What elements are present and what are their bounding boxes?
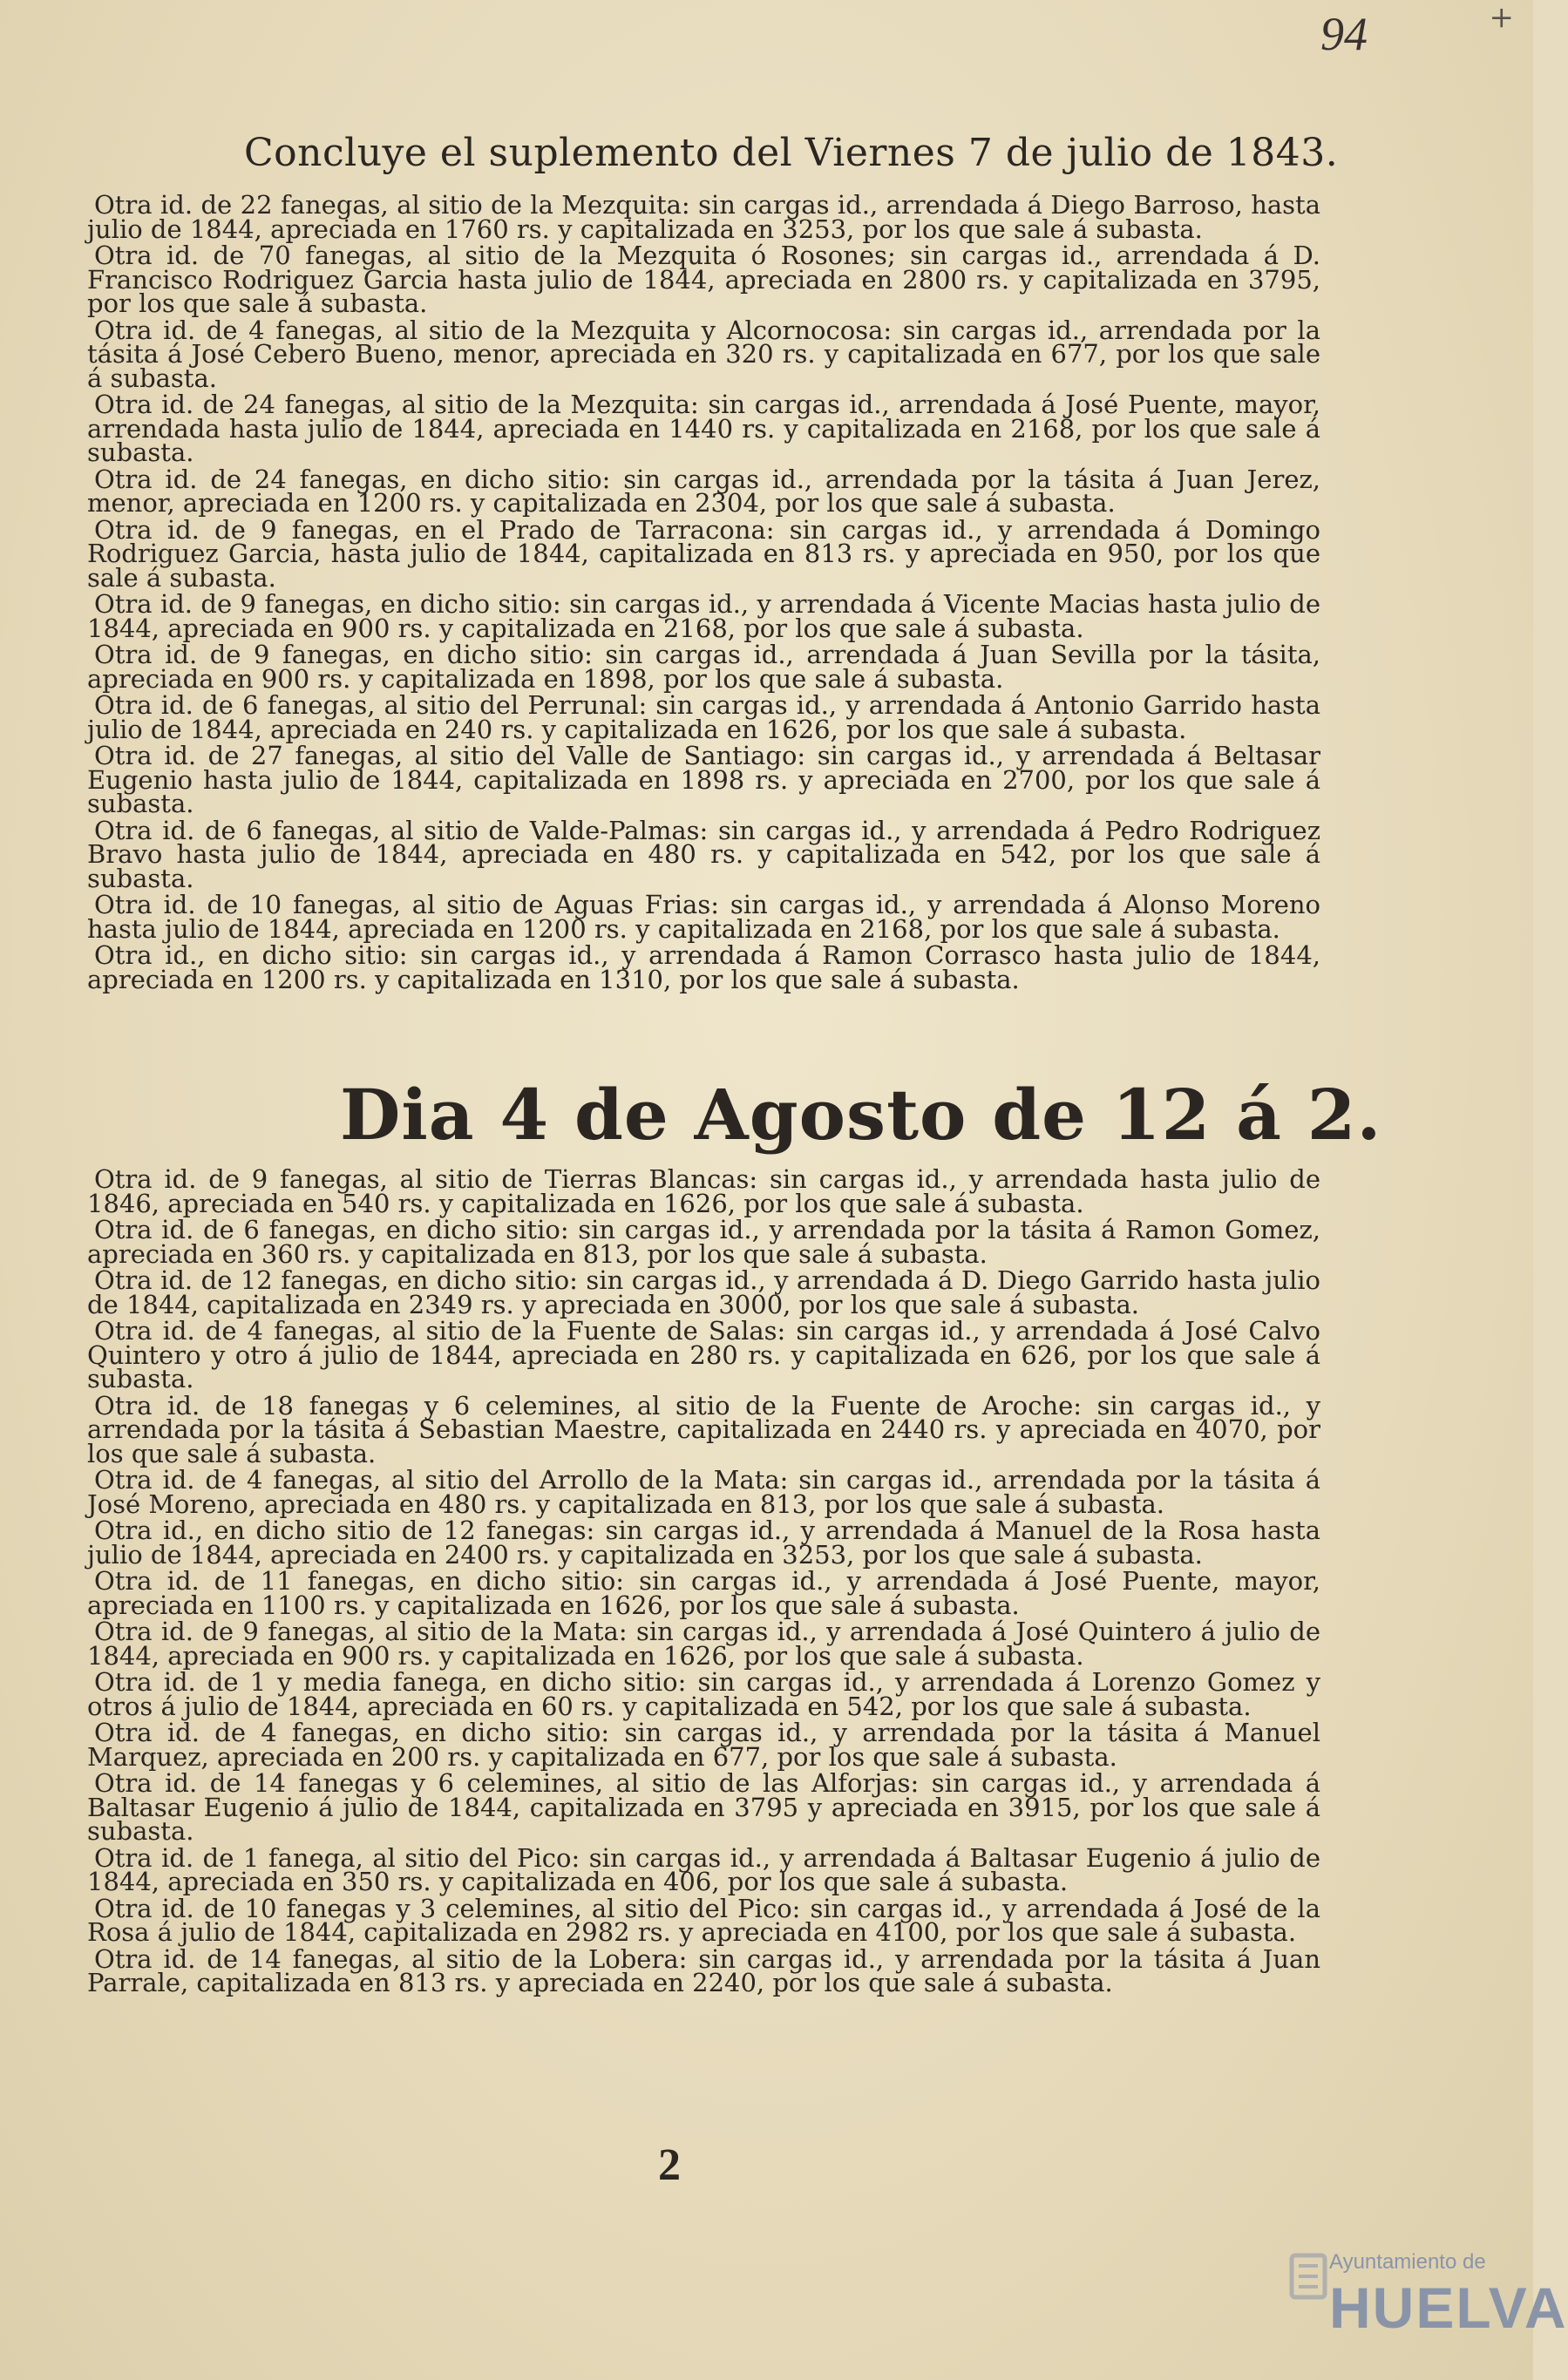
listing-entry: Otra id. de 10 fanegas, al sitio de Aguas Frias: sin cargas id., y arrendada á Alonso Moreno hasta julio de 1844, apreciada en 1200 rs. y capitalizada en 2168, por los que sale á subasta.	[87, 890, 1320, 944]
listing-entry: Otra id. de 14 fanegas y 6 celemines, al sitio de las Alforjas: sin cargas id., y arrendada á Baltasar Eugenio á julio de 1844, capitalizada en 3795 y apreciada en 3915, por los que sale á subasta.	[87, 1768, 1320, 1846]
listing-entry: Otra id. de 9 fanegas, al sitio de la Mata: sin cargas id., y arrendada á José Quintero á julio de 1844, apreciada en 900 rs. y capitalizada en 1626, por los que sale á subasta.	[87, 1617, 1320, 1671]
folio-number: 94	[1320, 8, 1368, 60]
listing-entry: Otra id., en dicho sitio de 12 fanegas: sin cargas id., y arrendada á Manuel de la Rosa hasta julio de 1844, apreciada en 2400 rs. y capitalizada en 3253, por los que sale á subasta.	[87, 1515, 1320, 1570]
listing-entry: Otra id. de 70 fanegas, al sitio de la Mezquita ó Rosones; sin cargas id., arrendada á D. Francisco Rodriguez Garcia hasta julio de 1844, apreciada en 2800 rs. y capitalizada en 3795, por los que sale á subasta.	[87, 241, 1320, 318]
section-title: Dia 4 de Agosto de 12 á 2.	[340, 1074, 1382, 1156]
listing-entry: Otra id. de 12 fanegas, en dicho sitio: sin cargas id., y arrendada á D. Diego Garrido hasta julio de 1844, capitalizada en 2349 rs. y apreciada en 3000, por los que sale á subasta.	[87, 1265, 1320, 1319]
listing-entry: Otra id. de 24 fanegas, al sitio de la Mezquita: sin cargas id., arrendada á José Puente, mayor, arrendada hasta julio de 1844, apreciada en 1440 rs. y capitalizada en 2168, por los que sale á subasta.	[87, 390, 1320, 467]
corner-mark: +	[1489, 0, 1514, 35]
listing-entry: Otra id., en dicho sitio: sin cargas id., y arrendada á Ramon Corrasco hasta julio de 1844, apreciada en 1200 rs. y capitalizada en 1310, por los que sale á subasta.	[87, 940, 1320, 994]
listing-entry: Otra id. de 18 fanegas y 6 celemines, al sitio de la Fuente de Aroche: sin cargas id., y arrendada por la tásita á Sebastian Maestre, capitalizada en 2440 rs. y apreciada en 4070, por los que sale á subasta.	[87, 1390, 1320, 1468]
listing-entry: Otra id. de 24 fanegas, en dicho sitio: sin cargas id., arrendada por la tásita á Juan Jerez, menor, apreciada en 1200 rs. y capitalizada en 2304, por los que sale á subasta.	[87, 464, 1320, 518]
listing-entry: Otra id. de 1 y media fanega, en dicho sitio: sin cargas id., y arrendada á Lorenzo Gomez y otros á julio de 1844, apreciada en 60 rs. y capitalizada en 542, por los que sale á subasta.	[87, 1667, 1320, 1721]
listing-entry: Otra id. de 10 fanegas y 3 celemines, al sitio del Pico: sin cargas id., y arrendada á José de la Rosa á julio de 1844, capitalizada en 2982 rs. y apreciada en 4100, por los que sale á subasta.	[87, 1893, 1320, 1947]
watermark-line2: HUELVA	[1329, 2275, 1568, 2340]
listing-entry: Otra id. de 9 fanegas, en dicho sitio: sin cargas id., y arrendada á Vicente Macias hasta julio de 1844, apreciada en 900 rs. y capitalizada en 2168, por los que sale á subasta.	[87, 589, 1320, 643]
listing-entry: Otra id. de 4 fanegas, en dicho sitio: sin cargas id., y arrendada por la tásita á Manuel Marquez, apreciada en 200 rs. y capitalizada en 677, por los que sale á subasta.	[87, 1718, 1320, 1772]
listing-entry: Otra id. de 6 fanegas, al sitio del Perrunal: sin cargas id., y arrendada á Antonio Garrido hasta julio de 1844, apreciada en 240 rs. y capitalizada en 1626, por los que sale á subasta.	[87, 690, 1320, 744]
listing-entry: Otra id. de 1 fanega, al sitio del Pico: sin cargas id., y arrendada á Baltasar Eugenio á julio de 1844, apreciada en 350 rs. y capitalizada en 406, por los que sale á subasta.	[87, 1842, 1320, 1896]
listing-entry: Otra id. de 11 fanegas, en dicho sitio: sin cargas id., y arrendada á José Puente, mayor, apreciada en 1100 rs. y capitalizada en 1626, por los que sale á subasta.	[87, 1566, 1320, 1620]
listing-entry: Otra id. de 22 fanegas, al sitio de la Mezquita: sin cargas id., arrendada á Diego Barroso, hasta julio de 1844, apreciada en 1760 rs. y capitalizada en 3253, por los que sale á subasta.	[87, 190, 1320, 244]
lower-listing	[87, 1164, 1320, 1998]
listing-entry: Otra id. de 27 fanegas, al sitio del Valle de Santiago: sin cargas id., y arrendada á Beltasar Eugenio hasta julio de 1844, capitalizada en 1898 rs. y apreciada en 2700, por los que sale á subasta.	[87, 741, 1320, 818]
listing-entry: Otra id. de 9 fanegas, al sitio de Tierras Blancas: sin cargas id., y arrendada hasta julio de 1846, apreciada en 540 rs. y capitalizada en 1626, por los que sale á subasta.	[87, 1164, 1320, 1218]
listing-entry: Otra id. de 4 fanegas, al sitio del Arrollo de la Mata: sin cargas id., arrendada por la tásita á José Moreno, apreciada en 480 rs. y capitalizada en 813, por los que sale á subasta.	[87, 1465, 1320, 1519]
page-number: 2	[658, 2140, 681, 2190]
listing-entry: Otra id. de 6 fanegas, en dicho sitio: sin cargas id., y arrendada por la tásita á Ramon Gomez, apreciada en 360 rs. y capitalizada en 813, por los que sale á subasta.	[87, 1215, 1320, 1269]
listing-entry: Otra id. de 14 fanegas, al sitio de la Lobera: sin cargas id., y arrendada por la tásita á Juan Parrale, capitalizada en 813 rs. y apreciada en 2240, por los que sale á subasta.	[87, 1943, 1320, 1997]
listing-entry: Otra id. de 4 fanegas, al sitio de la Mezquita y Alcornocosa: sin cargas id., arrendada por la tásita á José Cebero Bueno, menor, apreciada en 320 rs. y capitalizada en 677, por los que sale á subasta.	[87, 315, 1320, 393]
listing-entry: Otra id. de 9 fanegas, en dicho sitio: sin cargas id., arrendada á Juan Sevilla por la tásita, apreciada en 900 rs. y capitalizada en 1898, por los que sale á subasta.	[87, 640, 1320, 694]
watermark-line1: Ayuntamiento de	[1329, 2250, 1486, 2274]
page-header: Concluye el suplemento del Viernes 7 de julio de 1843.	[244, 131, 1339, 175]
listing-entry: Otra id. de 6 fanegas, al sitio de Valde-Palmas: sin cargas id., y arrendada á Pedro Rodriguez Bravo hasta julio de 1844, apreciada en 480 rs. y capitalizada en 542, por los que sale á subasta.	[87, 815, 1320, 893]
listing-entry: Otra id. de 9 fanegas, en el Prado de Tarracona: sin cargas id., y arrendada á Domingo Rodriguez Garcia, hasta julio de 1844, capitalizada en 813 rs. y apreciada en 950, por los que sale á subasta.	[87, 514, 1320, 593]
upper-listing	[87, 190, 1320, 994]
listing-entry: Otra id. de 4 fanegas, al sitio de la Fuente de Salas: sin cargas id., y arrendada á José Calvo Quintero y otro á julio de 1844, apreciada en 280 rs. y capitalizada en 626, por los que sale á subasta.	[87, 1316, 1320, 1393]
